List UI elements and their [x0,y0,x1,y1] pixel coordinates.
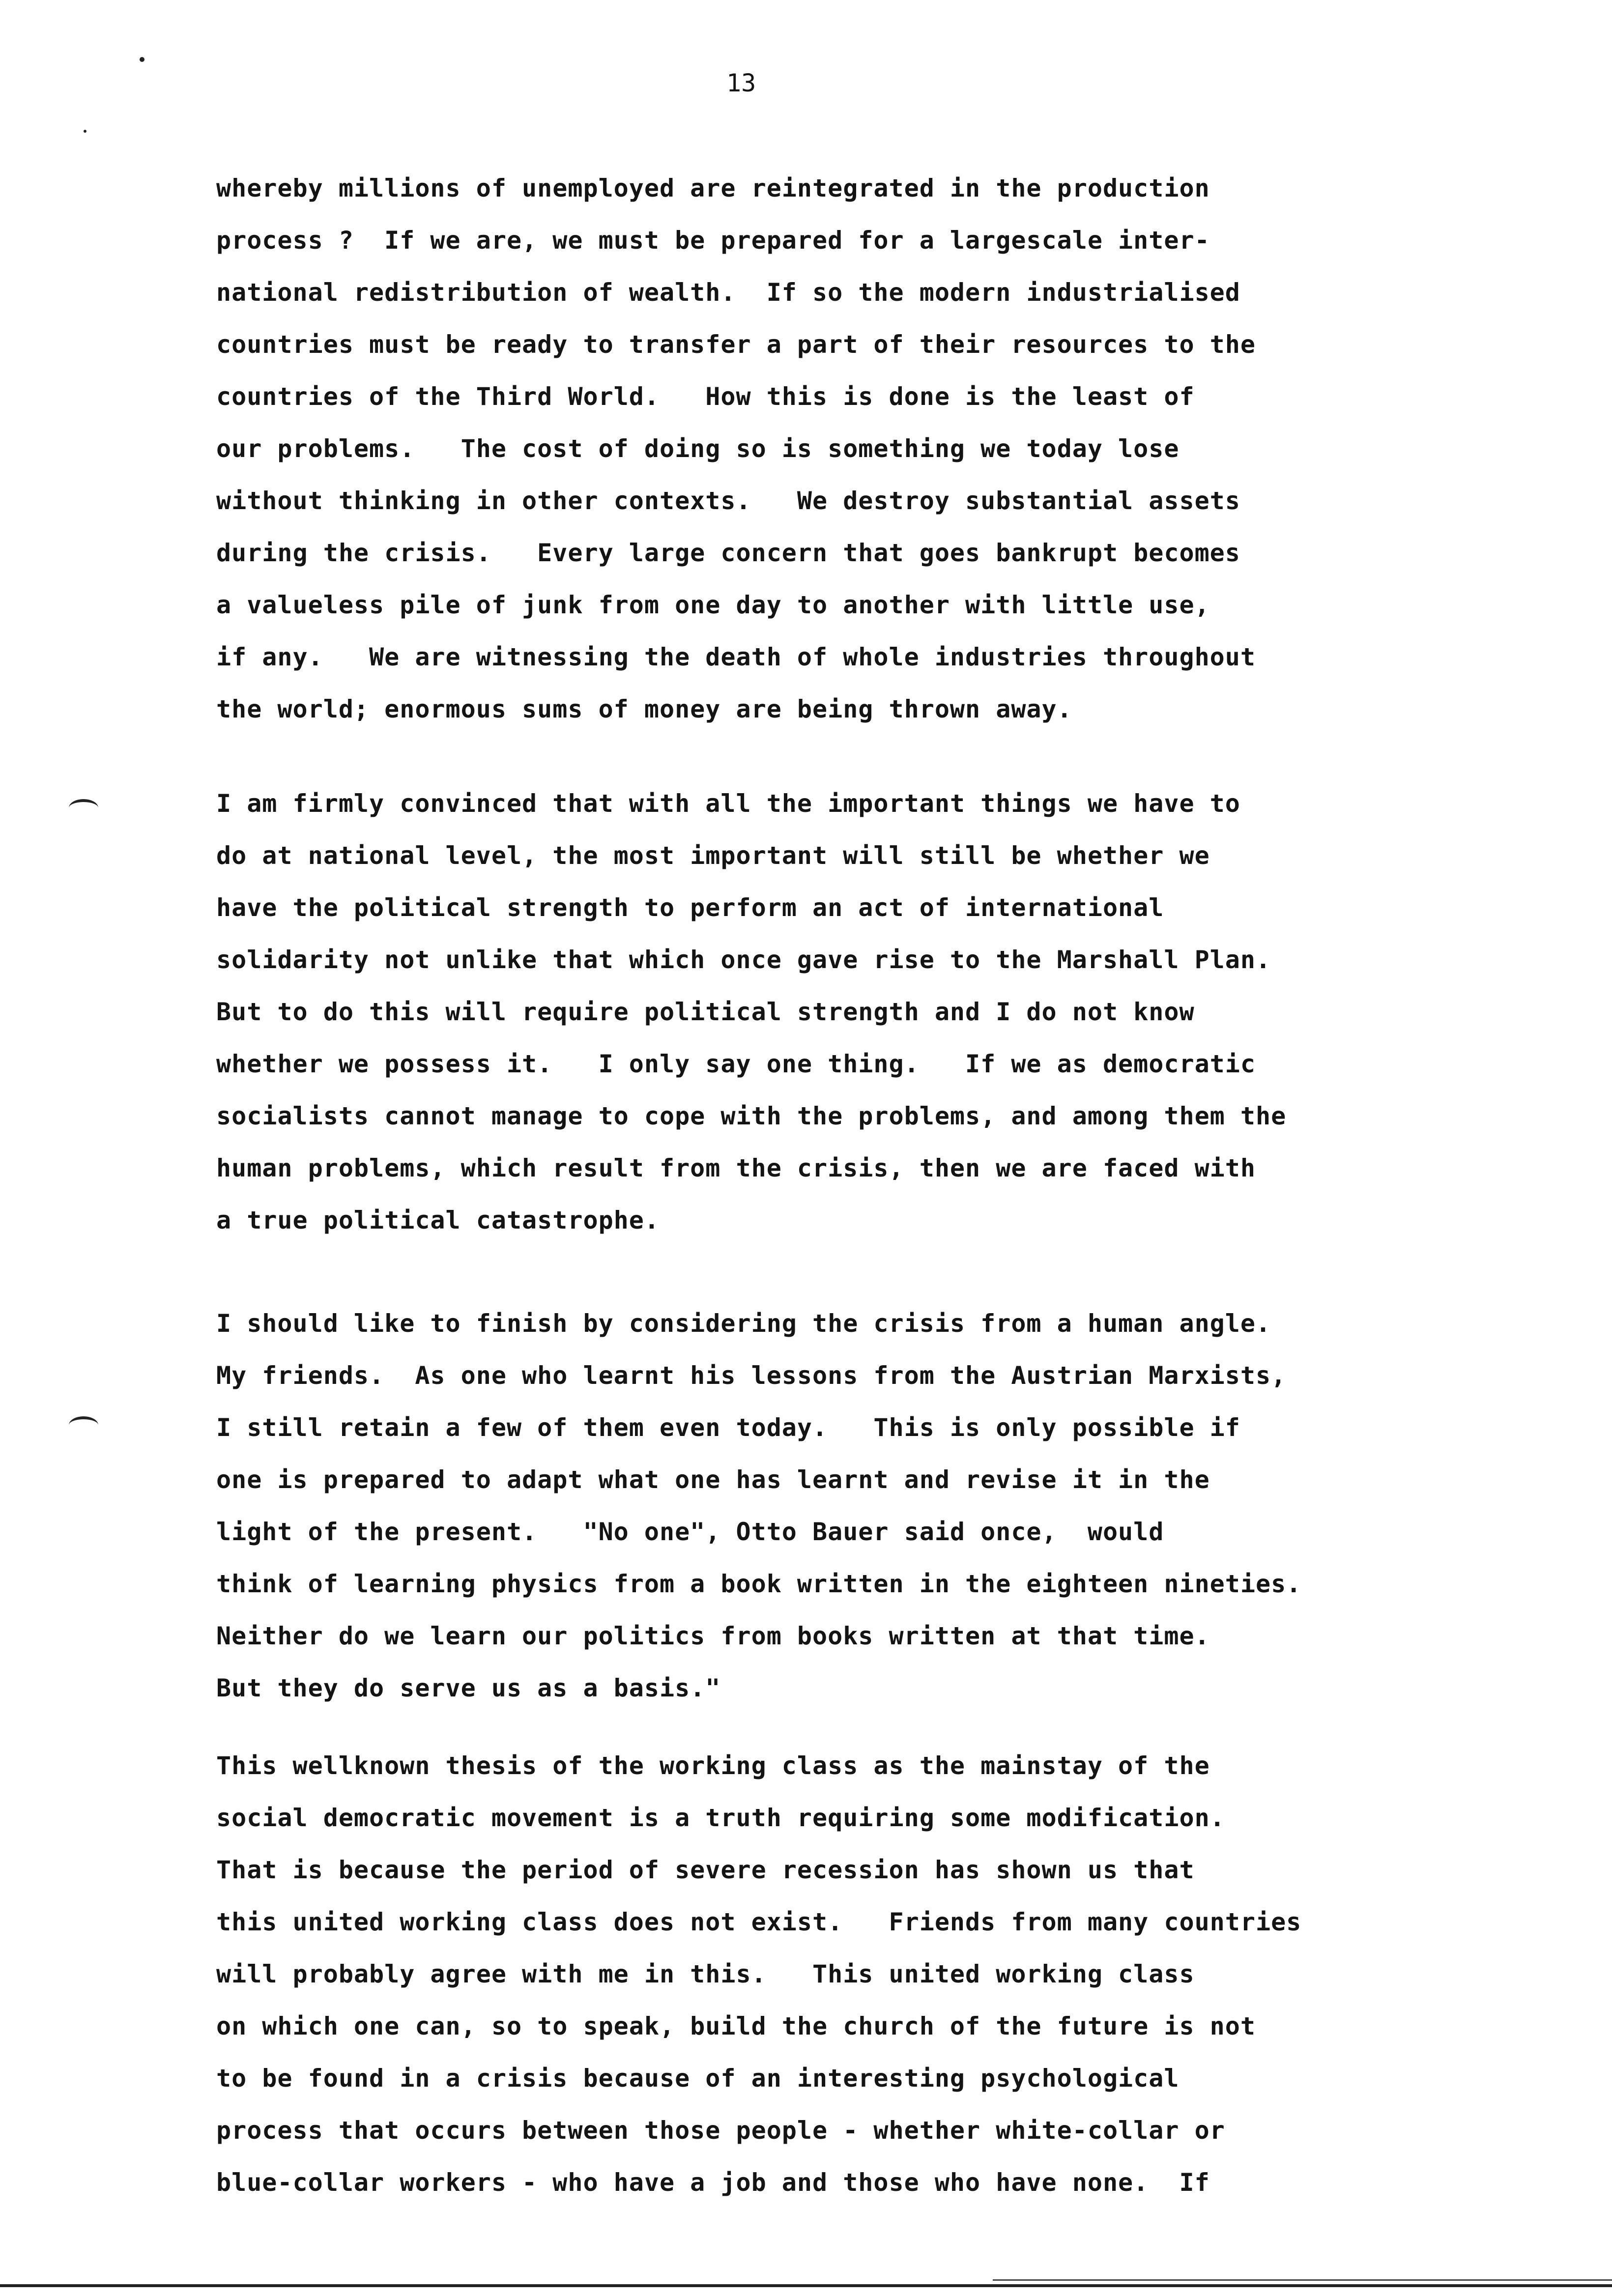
margin-mark [69,799,98,817]
text-line: This wellknown thesis of the working class as the mainstay of the [216,1751,1210,1780]
text-line: countries of the Third World. How this is done is the least of [216,382,1195,411]
text-line: human problems, which result from the crisis, then we are faced with [216,1154,1256,1182]
text-line: social democratic movement is a truth requiring some modification. [216,1804,1225,1832]
page-number: 13 [726,69,756,97]
text-line: blue-collar workers - who have a job and those who have none. If [216,2168,1210,2197]
text-line: our problems. The cost of doing so is something we today lose [216,434,1180,463]
text-line: whereby millions of unemployed are reintegrated in the production [216,174,1210,202]
text-line: a true political catastrophe. [216,1206,660,1234]
paragraph [216,1740,1445,2209]
text-line: to be found in a crisis because of an interesting psychological [216,2064,1180,2093]
text-line: Neither do we learn our politics from books written at that time. [216,1622,1210,1650]
text-line: the world; enormous sums of money are being thrown away. [216,695,1072,723]
text-line: My friends. As one who learnt his lessons from the Austrian Marxists, [216,1361,1287,1390]
text-line: on which one can, so to speak, build the church of the future is not [216,2012,1256,2040]
text-line: without thinking in other contexts. We destroy substantial assets [216,487,1240,515]
text-line: think of learning physics from a book written in the eighteen nineties. [216,1570,1302,1598]
text-line: whether we possess it. I only say one thing. If we as democratic [216,1050,1256,1078]
paragraph [216,162,1445,735]
text-line: But they do serve us as a basis." [216,1674,721,1702]
bottom-rule [993,2279,1612,2281]
text-line: process that occurs between those people - whether white-collar or [216,2116,1225,2145]
text-line: have the political strength to perform an act of international [216,893,1164,922]
paragraph [216,777,1445,1246]
text-line: during the crisis. Every large concern that goes bankrupt becomes [216,539,1240,567]
text-line: a valueless pile of junk from one day to another with little use, [216,591,1210,619]
text-line: if any. We are witnessing the death of whole industries throughout [216,643,1256,671]
text-line: one is prepared to adapt what one has learnt and revise it in the [216,1465,1210,1494]
margin-mark [69,1416,98,1434]
text-line: I still retain a few of them even today. This is only possible if [216,1413,1240,1442]
text-line: will probably agree with me in this. This united working class [216,1960,1195,1988]
text-line: But to do this will require political strength and I do not know [216,998,1195,1026]
paragraph [216,1297,1445,1714]
text-line: socialists cannot manage to cope with the problems, and among them the [216,1102,1287,1130]
stray-mark [140,57,144,62]
text-line: process ? If we are, we must be prepared for a largescale inter- [216,226,1210,255]
text-line: That is because the period of severe recession has shown us that [216,1856,1195,1884]
bottom-rule [0,2284,1612,2287]
text-line: light of the present. "No one", Otto Bauer said once, would [216,1518,1164,1546]
text-line: I should like to finish by considering the crisis from a human angle. [216,1309,1271,1338]
stray-mark [84,130,86,133]
text-line: national redistribution of wealth. If so the modern industrialised [216,278,1240,307]
text-line: countries must be ready to transfer a part of their resources to the [216,330,1256,359]
text-line: this united working class does not exist. Friends from many countries [216,1908,1302,1936]
text-line: I am firmly convinced that with all the important things we have to [216,789,1240,818]
text-line: do at national level, the most important will still be whether we [216,841,1210,870]
text-line: solidarity not unlike that which once gave rise to the Marshall Plan. [216,946,1271,974]
